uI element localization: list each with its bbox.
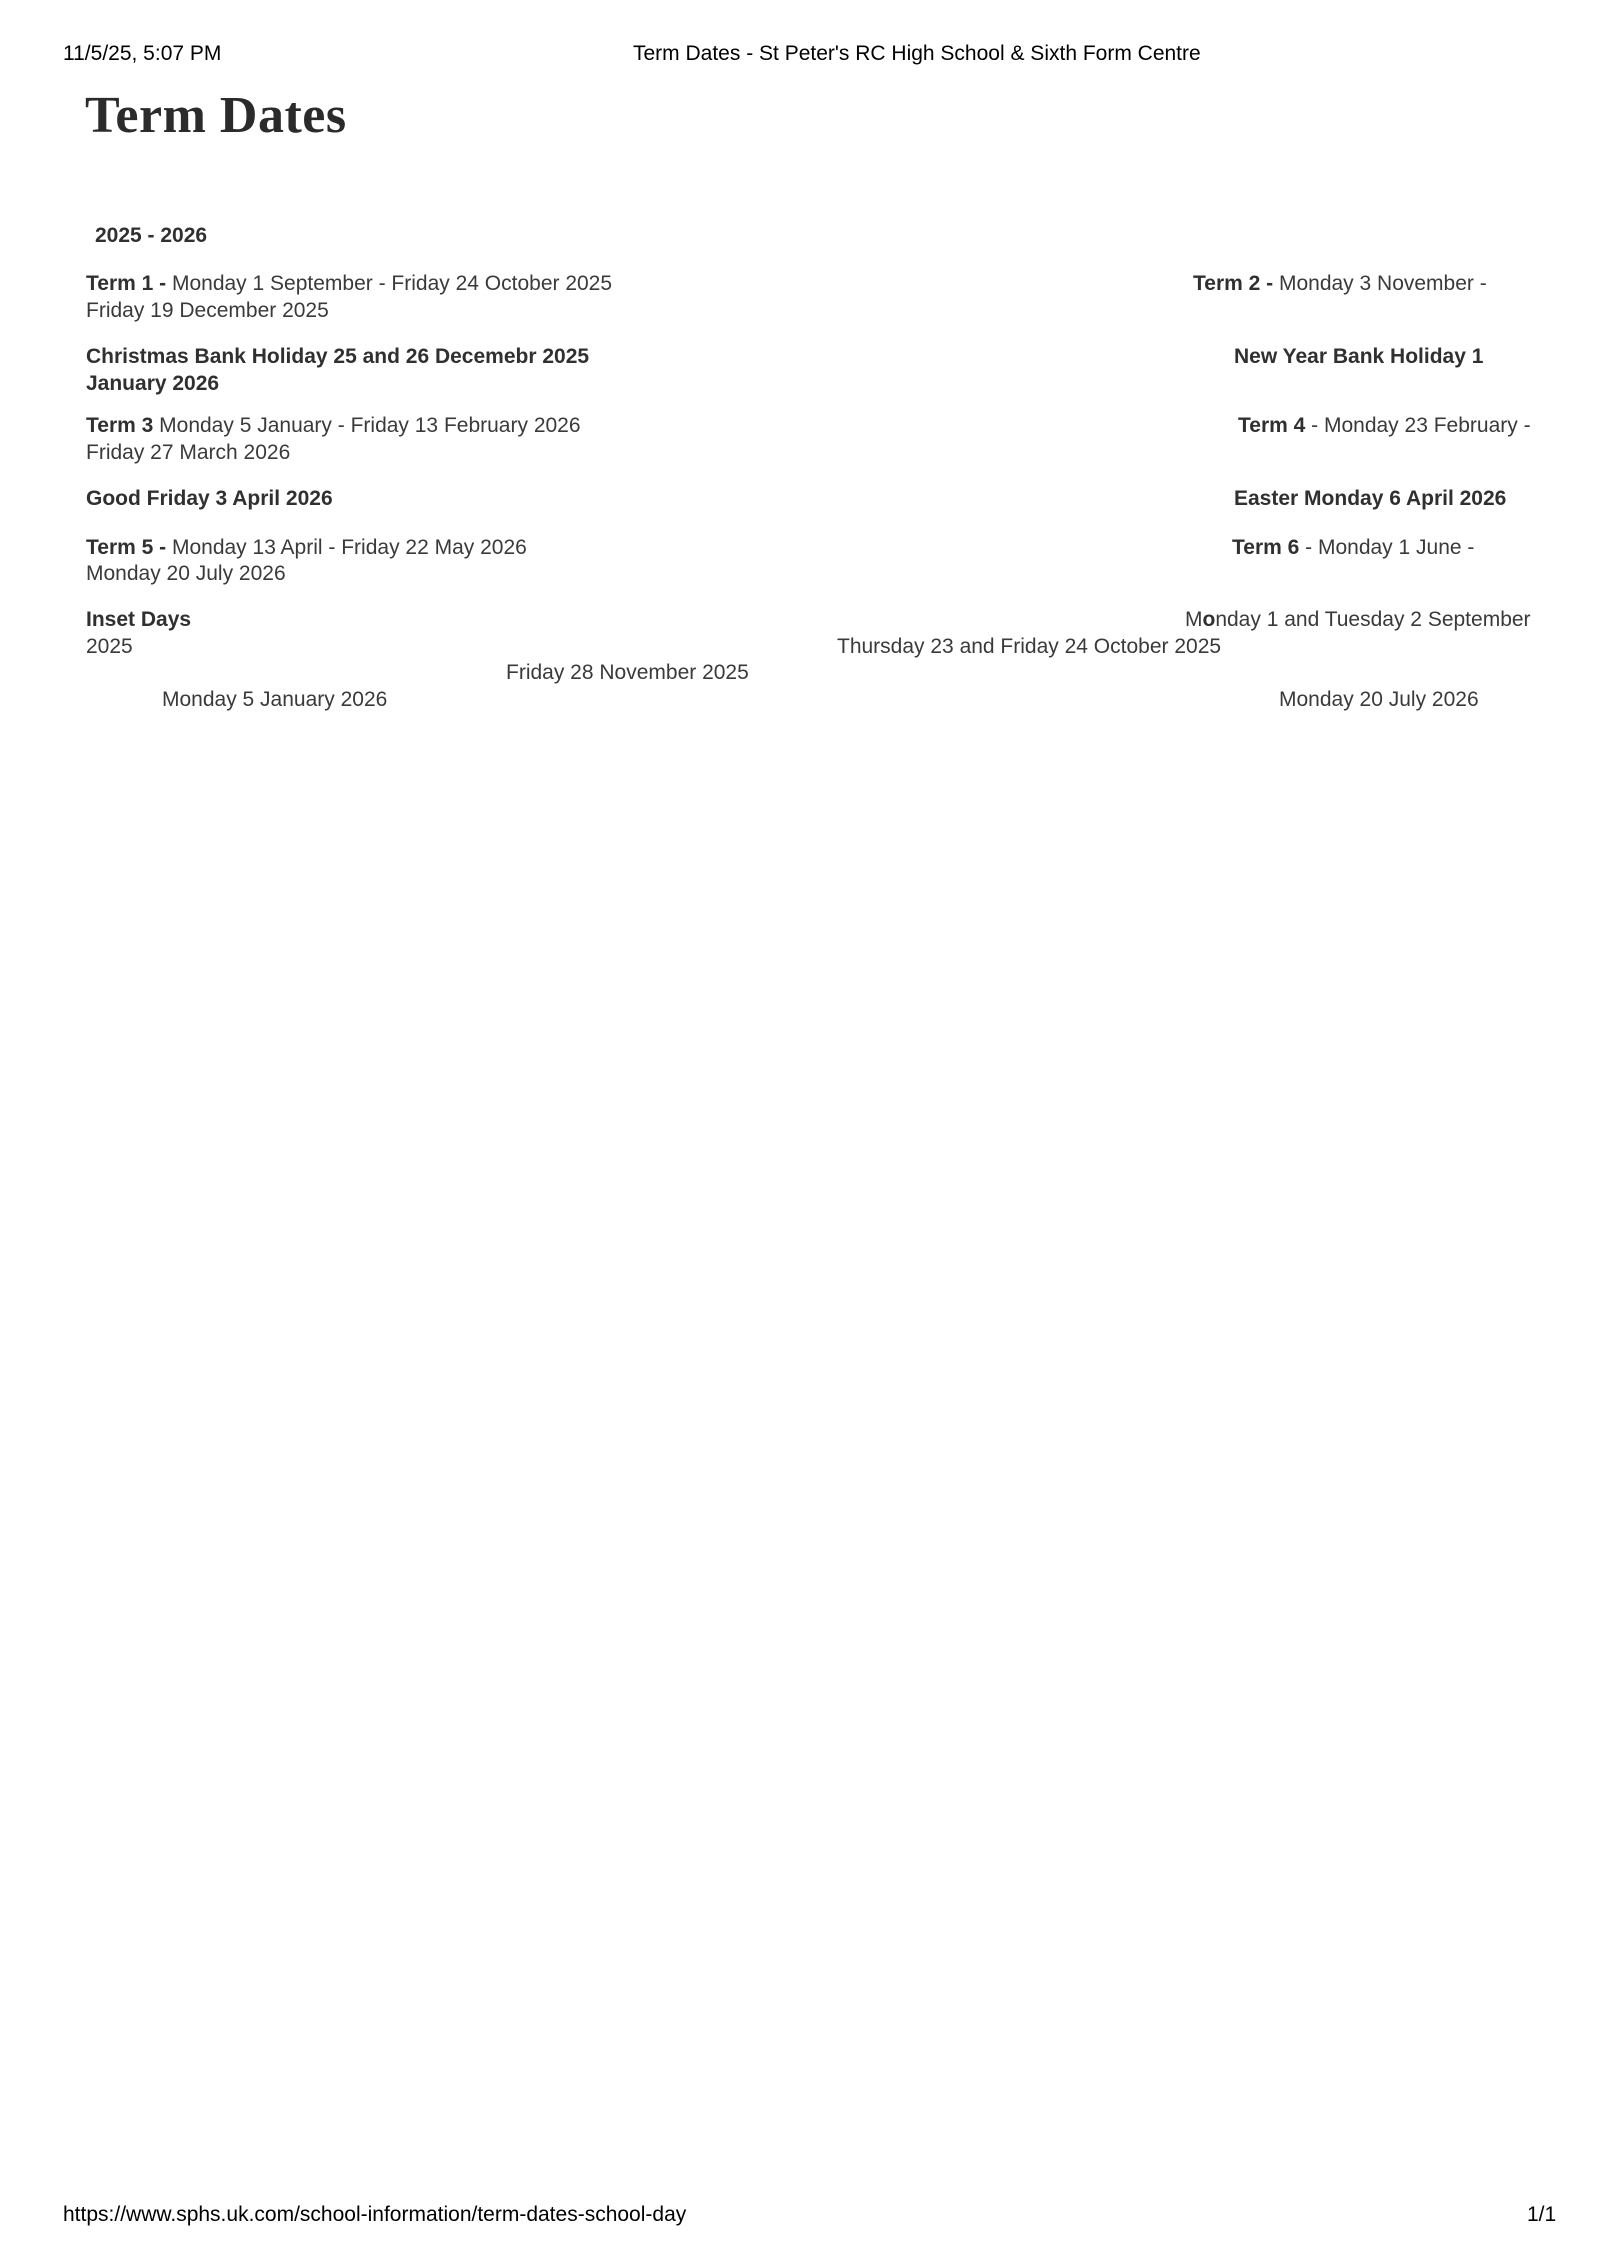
term6-entry	[1232, 534, 1474, 561]
term1-label: Term 1 -	[86, 272, 167, 295]
term3-dates: Monday 5 January - Friday 13 February 2026	[153, 414, 581, 437]
new-year-bank-holiday-wrap: January 2026	[86, 372, 220, 395]
inset-day-october: Thursday 23 and Friday 24 October 2025	[837, 635, 1222, 658]
term3-label: Term 3	[86, 414, 154, 437]
term1-dates: Monday 1 September - Friday 24 October 2025	[166, 272, 613, 295]
inset-days-heading: Inset Days	[86, 608, 192, 631]
term6-dates-wrap: Monday 20 July 2026	[86, 562, 286, 585]
term5-entry	[86, 534, 527, 561]
print-footer-page-indicator: 1/1	[1527, 2203, 1557, 2226]
inset-september-rest: nday 1 and Tuesday 2 September	[1215, 608, 1531, 631]
good-friday-holiday: Good Friday 3 April 2026	[86, 487, 333, 510]
term4-entry	[1238, 412, 1531, 439]
inset-day-july: Monday 20 July 2026	[1279, 688, 1479, 711]
term2-label: Term 2 -	[1193, 272, 1274, 295]
page-title: Term Dates	[85, 87, 347, 144]
term4-label: Term 4	[1238, 414, 1306, 437]
christmas-bank-holiday: Christmas Bank Holiday 25 and 26 Decemebr 2025	[86, 345, 590, 368]
inset-day-september	[1185, 606, 1531, 633]
term6-label: Term 6	[1232, 536, 1300, 559]
term2-entry	[1193, 270, 1487, 297]
term2-dates-wrap: Friday 19 December 2025	[86, 299, 329, 322]
inset-september-year-wrap: 2025	[86, 635, 133, 658]
inset-day-november: Friday 28 November 2025	[506, 661, 749, 684]
term2-dates: Monday 3 November -	[1273, 272, 1487, 295]
term5-label: Term 5 -	[86, 536, 167, 559]
inset-day-january: Monday 5 January 2026	[162, 688, 388, 711]
term4-dates-wrap: Friday 27 March 2026	[86, 441, 291, 464]
print-footer-url: https://www.sphs.uk.com/school-information/term-dates-school-day	[63, 2203, 687, 2226]
inset-september-bold-letter: o	[1202, 608, 1216, 631]
easter-monday-holiday: Easter Monday 6 April 2026	[1234, 487, 1507, 510]
term4-dates: - Monday 23 February -	[1305, 414, 1531, 437]
term5-dates: Monday 13 April - Friday 22 May 2026	[166, 536, 527, 559]
print-header-datetime: 11/5/25, 5:07 PM	[63, 42, 222, 65]
term6-dates: - Monday 1 June -	[1299, 536, 1475, 559]
term1-entry	[86, 270, 612, 297]
academic-year-heading: 2025 - 2026	[95, 224, 208, 247]
print-header-document-title: Term Dates - St Peter's RC High School & Sixth Form Centre	[633, 42, 1201, 65]
new-year-bank-holiday: New Year Bank Holiday 1	[1234, 345, 1484, 368]
inset-september-prefix: M	[1185, 608, 1203, 631]
term3-entry	[86, 412, 581, 439]
